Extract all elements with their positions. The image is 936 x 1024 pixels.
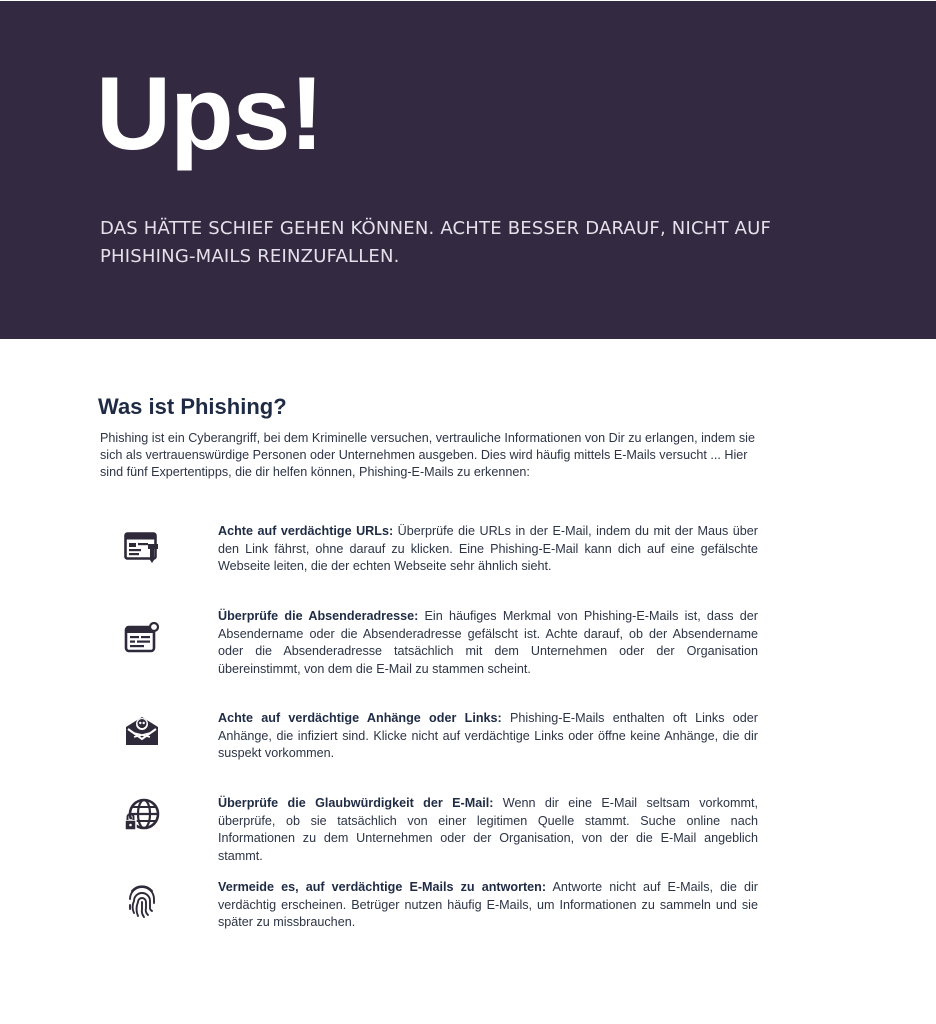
tip-text: Überprüfe die URLs in der E-Mail, indem du mit der Maus über den Link fährst, ohne darauf zu klicken. Eine Phishing-E-Mail kann dich auf eine gefälschte Webseite leiten, die der echten Webseite sehr ähnlich sieht.	[218, 524, 758, 573]
tip-item	[218, 795, 758, 865]
hero-subtitle: DAS HÄTTE SCHIEF GEHEN KÖNNEN. ACHTE BESSER DARAUF, NICHT AUF PHISHING-MAILS REINZUFALLEN.	[100, 218, 772, 267]
tip-title: Achte auf verdächtige Anhänge oder Links:	[218, 711, 502, 725]
tip-text: Phishing-E-Mails enthalten oft Links oder Anhänge, die infiziert sind. Klicke nicht auf verdächtige Links oder öffne keine Anhänge, die dir suspekt vorkommen.	[218, 711, 758, 760]
tip-title: Achte auf verdächtige URLs:	[218, 524, 394, 538]
tip-text: Wenn dir eine E-Mail seltsam vorkommt, überprüfe, ob sie tatsächlich von einer legitimen Quelle stammt. Suche online nach Informationen zu dem Unternehmen oder der Organisation, von der die E-Mail angeblich stammt.	[218, 796, 759, 863]
tip-item	[218, 710, 758, 763]
skull-envelope-icon	[121, 712, 163, 748]
tip-title: Vermeide es, auf verdächtige E-Mails zu antworten:	[218, 880, 547, 894]
globe-lock-icon	[121, 797, 163, 833]
sender-card-icon	[121, 620, 163, 656]
tip-title: Überprüfe die Glaubwürdigkeit der E-Mail:	[218, 796, 494, 810]
tip-item	[218, 523, 758, 576]
tip-item	[218, 879, 758, 932]
hero-banner	[0, 0, 936, 339]
hero-title: Ups!	[96, 56, 324, 172]
intro-paragraph: Phishing ist ein Cyberangriff, bei dem Kriminelle versuchen, vertrauliche Informationen von Dir zu erlangen, indem sie sich als vertrauenswürdige Personen oder Unternehmen ausgeben. Dies wird häufig mittels E-Mails versucht ... Hier sind fünf Expertentipps, die dir helfen können, Phishing-E-Mails zu erkennen:	[100, 431, 755, 479]
section-title: Was ist Phishing?	[98, 394, 287, 419]
browser-url-icon	[121, 530, 163, 566]
tip-text: Antworte nicht auf E-Mails, die dir verdächtig erscheinen. Betrüger nutzen häufig E-Mails, um Informationen zu sammeln und sie später zu missbrauchen.	[218, 880, 758, 929]
fingerprint-icon	[121, 883, 163, 919]
tip-text: Ein häufiges Merkmal von Phishing-E-Mails ist, dass der Absendername oder die Absenderadresse gefälscht ist. Achte darauf, ob der Absendername oder die Absenderadresse tatsächlich mit dem Unternehmen oder der Organisation übereinstimmt, von dem die E-Mail zu stammen scheint.	[218, 609, 758, 676]
tip-item	[218, 608, 758, 678]
tip-title: Überprüfe die Absenderadresse:	[218, 609, 419, 623]
